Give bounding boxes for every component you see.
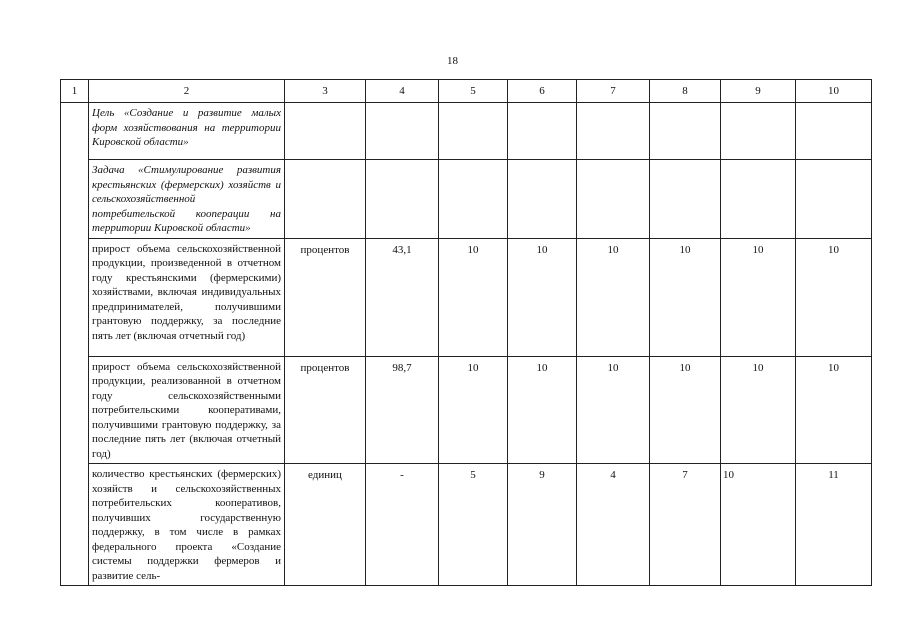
indicator-value: 10	[828, 361, 839, 374]
column-number: 5	[439, 80, 508, 103]
indicator-unit: процентов	[300, 243, 350, 256]
indicator-value: -	[400, 469, 404, 481]
indicator-value: 10	[723, 469, 734, 481]
indicator-unit: единиц	[308, 469, 342, 481]
indicator-value: 5	[470, 469, 476, 481]
indicator-value: 10	[752, 361, 764, 374]
indicator-value: 10	[467, 243, 479, 256]
column-number: 9	[721, 80, 796, 103]
task-row	[61, 160, 872, 239]
indicator-value: 11	[828, 469, 839, 481]
indicator-value: 43,1	[392, 243, 412, 256]
indicator-value: 10	[467, 361, 479, 374]
page-number: 18	[447, 55, 458, 67]
indicators-table	[60, 79, 872, 586]
indicator-row	[61, 356, 872, 464]
row-number-cell	[61, 103, 89, 586]
column-number: 10	[796, 80, 872, 103]
column-number: 2	[89, 80, 285, 103]
indicator-value: 9	[539, 469, 545, 481]
indicator-unit: процентов	[300, 361, 350, 374]
column-number: 7	[577, 80, 650, 103]
indicator-name: прирост объема сельскохозяйственной продукции, произведенной в отчетном году крестьянскими (фермерскими) хозяйствами, включая индивидуальных предпринимателей, получившими грантовую поддержку, за последние пять лет (включая отчетный год)	[92, 242, 281, 342]
indicator-name: количество крестьянских (фермерских) хозяйств и сельскохозяйственных потребительских кооперативов, получивших государственную поддержку, в том числе в рамках федерального проекта «Создание системы поддержки фермеров и развитие сель-	[92, 468, 281, 582]
table-header-row	[61, 80, 872, 103]
indicator-value: 7	[682, 469, 688, 481]
indicator-value: 98,7	[392, 361, 412, 374]
column-number: 3	[285, 80, 366, 103]
indicator-value: 10	[536, 243, 548, 256]
indicator-name: прирост объема сельскохозяйственной продукции, реализованной в отчетном году сельскохозяйственными потребительскими кооперативами, получившими грантовую поддержку, за последние пять лет (включая отчетный год)	[92, 360, 281, 460]
indicator-value: 10	[679, 243, 691, 256]
indicator-value: 10	[679, 361, 691, 374]
column-number: 8	[650, 80, 721, 103]
column-number: 6	[508, 80, 577, 103]
goal-title: Цель «Создание и развитие малых форм хозяйствования на территории Кировской области»	[92, 107, 281, 148]
indicator-value: 10	[828, 243, 839, 256]
indicator-value: 10	[752, 243, 764, 256]
indicator-value: 10	[607, 243, 619, 256]
indicator-value: 10	[607, 361, 619, 374]
goal-row	[61, 103, 872, 160]
column-number: 1	[61, 80, 89, 103]
task-title: Задача «Стимулирование развития крестьянских (фермерских) хозяйств и сельскохозяйственной потребительской кооперации на территории Кировской области»	[92, 164, 281, 234]
indicator-row	[61, 464, 872, 586]
indicator-value: 10	[536, 361, 548, 374]
indicator-value: 4	[610, 469, 616, 481]
column-number: 4	[366, 80, 439, 103]
indicator-row	[61, 238, 872, 356]
